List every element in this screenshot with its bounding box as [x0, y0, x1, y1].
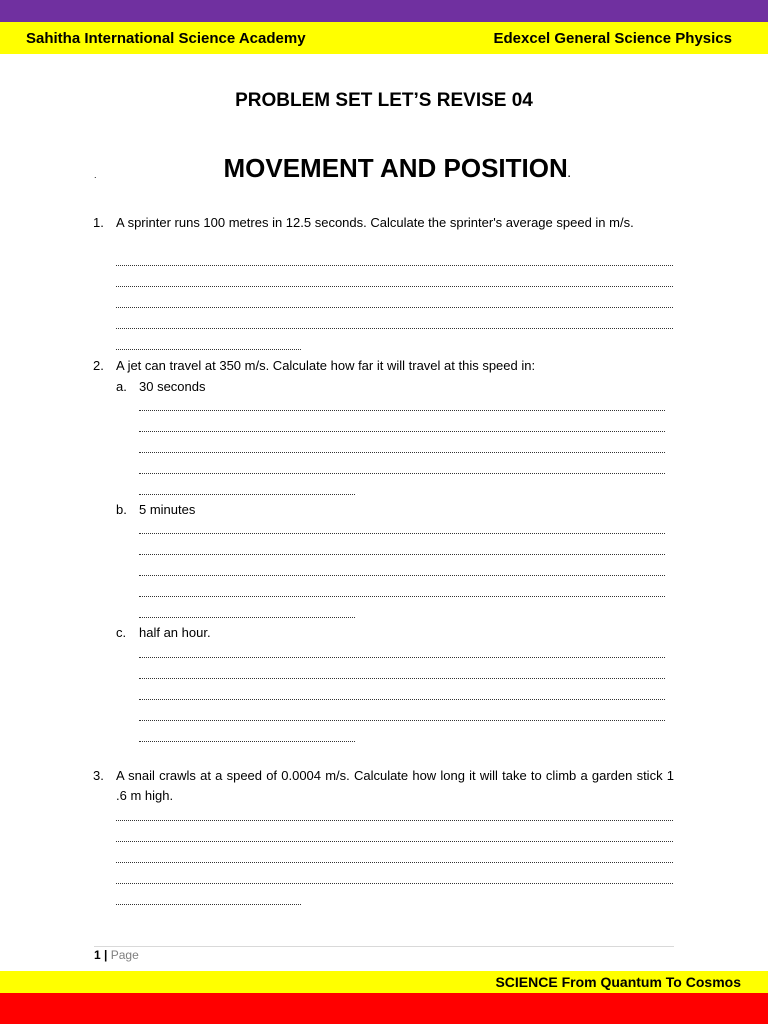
- answer-line: [139, 719, 665, 721]
- answer-line: [116, 264, 673, 266]
- answer-line: [116, 306, 673, 308]
- part-letter: b.: [116, 502, 127, 517]
- answer-line: [116, 327, 673, 329]
- page-indicator: [94, 948, 139, 962]
- answer-line: [139, 677, 665, 679]
- topic-title-suffix: .: [567, 169, 571, 180]
- question-text: A jet can travel at 350 m/s. Calculate how far it will travel at this speed in:: [116, 358, 536, 373]
- part-text: half an hour.: [139, 625, 211, 640]
- question-text: A snail crawls at a speed of 0.0004 m/s. Calculate how long it will take to climb a garden stick 1 .6 m high.: [116, 768, 674, 803]
- footer-red-stripe: [0, 993, 768, 1024]
- question-text: A sprinter runs 100 metres in 12.5 seconds. Calculate the sprinter's average speed in m/s.: [116, 215, 634, 230]
- header-bar: [0, 22, 768, 54]
- question-number: 2.: [93, 358, 104, 373]
- course-name: Edexcel General Science Physics: [493, 29, 732, 47]
- stray-mark: .: [94, 170, 97, 180]
- answer-line: [116, 903, 301, 905]
- answer-line: [139, 430, 665, 432]
- footer-bar: [0, 971, 768, 993]
- part-letter: a.: [116, 379, 127, 394]
- answer-line: [139, 553, 665, 555]
- page-separator: |: [104, 948, 108, 962]
- part-letter: c.: [116, 625, 127, 640]
- answer-line: [139, 698, 665, 700]
- answer-line: [116, 840, 673, 842]
- part-text: 5 minutes: [139, 502, 196, 517]
- answer-line: [116, 285, 673, 287]
- topic-title-text: MOVEMENT AND POSITION: [223, 153, 568, 183]
- page-number: 1: [94, 948, 101, 962]
- topic-title: [0, 153, 768, 184]
- problem-set-title: PROBLEM SET LET’S REVISE 04: [235, 90, 533, 111]
- answer-line: [139, 740, 355, 742]
- answer-line: [139, 409, 665, 411]
- answer-line: [139, 493, 355, 495]
- footer-divider: [94, 946, 674, 947]
- header-purple-stripe: [0, 0, 768, 22]
- answer-line: [116, 819, 673, 821]
- question-number: 3.: [93, 768, 104, 783]
- page-label: Page: [110, 948, 139, 962]
- answer-line: [116, 348, 301, 350]
- footer-tagline: SCIENCE From Quantum To Cosmos: [495, 974, 741, 990]
- academy-name: Sahitha International Science Academy: [26, 29, 306, 47]
- answer-line: [139, 616, 355, 618]
- answer-line: [116, 882, 673, 884]
- answer-line: [116, 861, 673, 863]
- answer-line: [139, 532, 665, 534]
- answer-line: [139, 656, 665, 658]
- answer-line: [139, 595, 665, 597]
- part-text: 30 seconds: [139, 379, 206, 394]
- answer-line: [139, 451, 665, 453]
- answer-line: [139, 574, 665, 576]
- question-number: 1.: [93, 215, 104, 230]
- answer-line: [139, 472, 665, 474]
